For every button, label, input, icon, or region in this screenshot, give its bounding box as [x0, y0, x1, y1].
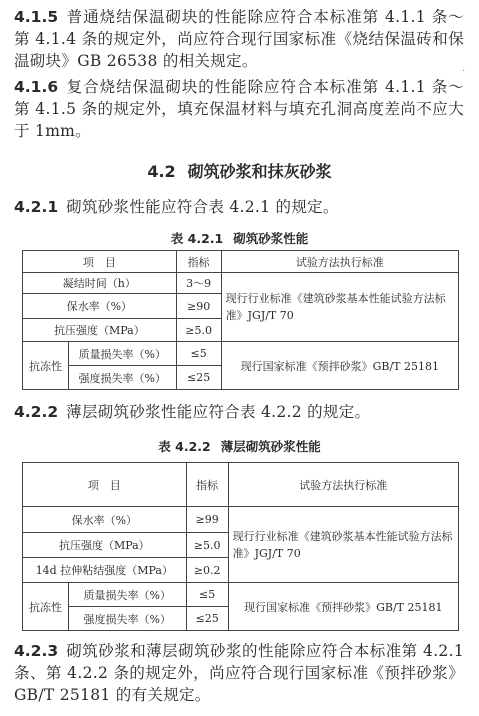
row-value: ≥90 [176, 294, 221, 319]
table-title: 砌筑砂浆性能 [233, 231, 309, 246]
table-number: 表 4.2.2 [158, 439, 211, 454]
row-item: 抗压强度（MPa） [23, 319, 177, 342]
header-item: 项 目 [23, 251, 177, 273]
row-value: ≤5 [186, 583, 228, 607]
row-item: 质量损失率（%） [68, 583, 186, 607]
table-title: 薄层砌筑砂浆性能 [220, 439, 321, 454]
table-header-row [23, 251, 459, 273]
row-value: 3～9 [176, 273, 221, 294]
clause-4-2-3 [14, 640, 464, 706]
table-4-2-1 [22, 250, 459, 390]
clause-number: 4.2.1 [14, 198, 59, 216]
row-value: ≤25 [176, 366, 221, 390]
table-number: 表 4.2.1 [170, 231, 224, 246]
section-number: 4.2 [147, 162, 176, 181]
clause-4-2-2 [14, 401, 464, 423]
row-value: ≥0.2 [186, 558, 228, 583]
row-item: 质量损失率（%） [68, 342, 176, 366]
clause-4-2-1 [14, 196, 464, 218]
section-title: 砌筑砂浆和抹灰砂浆 [187, 162, 332, 181]
row-method: 现行国家标准《预拌砂浆》GB/T 25181 [221, 342, 458, 390]
row-method: 现行国家标准《预拌砂浆》GB/T 25181 [228, 583, 458, 631]
clause-number: 4.1.6 [14, 78, 59, 96]
clause-4-1-5 [14, 6, 464, 72]
row-method: 现行行业标准《建筑砂浆基本性能试验方法标准》JGJ/T 70 [228, 507, 458, 583]
row-item: 强度损失率（%） [68, 607, 186, 631]
header-value: 指标 [176, 251, 221, 273]
clause-text: 复合烧结保温砌块的性能除应符合本标准第 4.1.1 条～第 4.1.5 条的规定外，填充保温材料与填充孔洞高度差尚不应大于 1mm。 [14, 78, 464, 140]
row-item: 凝结时间（h） [23, 273, 177, 294]
speck-mark: · [462, 66, 466, 77]
table-row [23, 342, 459, 366]
row-item: 保水率（%） [23, 294, 177, 319]
clause-text: 砌筑砂浆和薄层砌筑砂浆的性能除应符合本标准第 4.2.1 条、第 4.2.2 条的规定外，尚应符合现行国家标准《预拌砂浆》GB/T 25181 的有关规定。 [14, 642, 464, 704]
table-caption [0, 229, 479, 247]
row-value: ≥5.0 [186, 533, 228, 558]
frost-label: 抗冻性 [23, 583, 69, 631]
header-method: 试验方法执行标准 [221, 251, 458, 273]
table-4-2-2 [22, 462, 459, 631]
table-caption [0, 437, 479, 455]
clause-text: 普通烧结保温砌块的性能除应符合本标准第 4.1.1 条～第 4.1.4 条的规定外，尚应符合现行国家标准《烧结保温砖和保温砌块》GB 26538 的相关规定。 [14, 8, 464, 70]
frost-label: 抗冻性 [23, 342, 69, 390]
table-header-row [23, 463, 459, 507]
clause-number: 4.1.5 [14, 8, 59, 26]
table-row [23, 273, 459, 294]
header-value: 指标 [186, 463, 228, 507]
section-heading [0, 159, 479, 182]
row-value: ≤25 [186, 607, 228, 631]
row-item: 强度损失率（%） [68, 366, 176, 390]
header-method: 试验方法执行标准 [228, 463, 458, 507]
header-item: 项 目 [23, 463, 187, 507]
clause-number: 4.2.3 [14, 642, 59, 660]
row-item: 抗压强度（MPa） [23, 533, 187, 558]
clause-number: 4.2.2 [14, 403, 59, 421]
clause-text: 薄层砌筑砂浆性能应符合表 4.2.2 的规定。 [66, 403, 371, 421]
table-row [23, 507, 459, 533]
row-item: 14d 拉伸粘结强度（MPa） [23, 558, 187, 583]
clause-4-1-6 [14, 76, 464, 142]
row-item: 保水率（%） [23, 507, 187, 533]
row-method: 现行行业标准《建筑砂浆基本性能试验方法标准》JGJ/T 70 [221, 273, 458, 342]
table-row [23, 583, 459, 607]
row-value: ≥5.0 [176, 319, 221, 342]
row-value: ≤5 [176, 342, 221, 366]
clause-text: 砌筑砂浆性能应符合表 4.2.1 的规定。 [66, 198, 339, 216]
row-value: ≥99 [186, 507, 228, 533]
